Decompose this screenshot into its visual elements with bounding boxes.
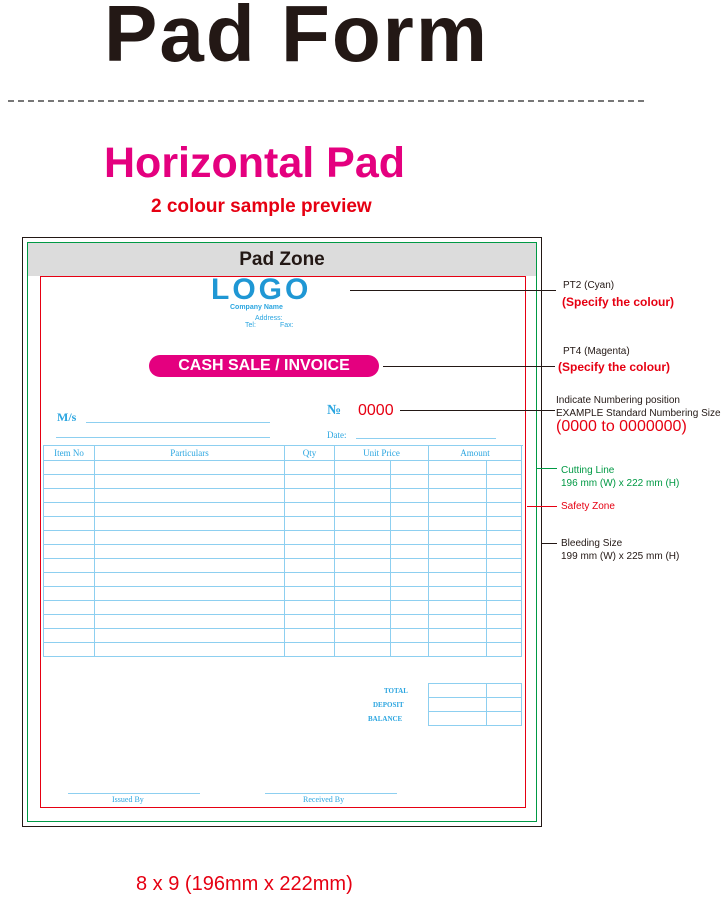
ms-line (86, 422, 270, 423)
numbering-leader-line (400, 410, 555, 411)
numbering-note-2: EXAMPLE Standard Numbering Size (556, 407, 721, 419)
table-cell (391, 573, 429, 587)
ms-label: M/s (57, 410, 77, 424)
balance-cell (487, 712, 522, 726)
table-cell (44, 517, 95, 531)
numbering-note-1: Indicate Numbering position (556, 395, 680, 406)
table-cell (95, 531, 285, 545)
table-cell (487, 545, 522, 559)
table-cell (429, 461, 487, 475)
total-row (429, 684, 522, 698)
date-line (356, 438, 496, 439)
table-cell (335, 531, 391, 545)
table-row (44, 503, 522, 517)
totals-block (428, 683, 522, 726)
table-cell (429, 573, 487, 587)
table-cell (429, 559, 487, 573)
table-cell (391, 531, 429, 545)
table-cell (44, 587, 95, 601)
table-cell (391, 503, 429, 517)
table-cell (487, 601, 522, 615)
size-caption: 8 x 9 (196mm x 222mm) (136, 873, 353, 895)
table-cell (335, 587, 391, 601)
table-cell (391, 489, 429, 503)
table-cell (429, 475, 487, 489)
table-cell (95, 461, 285, 475)
invoice-banner: CASH SALE / INVOICE (149, 355, 379, 377)
table-row (44, 615, 522, 629)
table-cell (44, 489, 95, 503)
totals-table (428, 683, 522, 726)
deposit-cell (487, 698, 522, 712)
table-cell (285, 629, 335, 643)
table-cell (487, 559, 522, 573)
table-cell (44, 601, 95, 615)
table-cell (429, 643, 487, 657)
column-header: Unit Price (335, 446, 429, 461)
table-cell (487, 643, 522, 657)
table-cell (285, 517, 335, 531)
table-cell (95, 615, 285, 629)
table-cell (487, 573, 522, 587)
preview-caption: 2 colour sample preview (151, 196, 372, 217)
table-cell (335, 475, 391, 489)
deposit-cell (429, 698, 487, 712)
bleeding-annotation (561, 538, 679, 563)
table-row (44, 461, 522, 475)
numbering-range: (0000 to 0000000) (556, 418, 687, 435)
table-cell (335, 503, 391, 517)
cutting-line-size: 196 mm (W) x 222 mm (H) (561, 477, 680, 489)
table-cell (391, 601, 429, 615)
table-row (44, 573, 522, 587)
table-cell (95, 601, 285, 615)
pt4-specify-note: (Specify the colour) (558, 360, 671, 374)
pt4-leader-line (383, 366, 555, 367)
received-by-label: Received By (303, 795, 345, 804)
table-cell (95, 503, 285, 517)
table-cell (391, 615, 429, 629)
date-label: Date: (327, 430, 347, 440)
pad-type-heading: Horizontal Pad (104, 139, 406, 187)
table-cell (44, 531, 95, 545)
table-cell (391, 545, 429, 559)
table-cell (487, 587, 522, 601)
table-cell (95, 643, 285, 657)
table-cell (44, 643, 95, 657)
table-row (44, 545, 522, 559)
table-cell (285, 475, 335, 489)
page-title: Pad Form (104, 0, 489, 78)
table-cell (335, 517, 391, 531)
table-cell (285, 601, 335, 615)
table-cell (95, 489, 285, 503)
table-cell (44, 545, 95, 559)
table-cell (285, 545, 335, 559)
table-cell (391, 587, 429, 601)
table-row (44, 587, 522, 601)
safety-leader-line (527, 506, 557, 507)
cutting-line-label: Cutting Line (561, 465, 615, 476)
table-cell (95, 517, 285, 531)
logo-placeholder: LOGO (211, 273, 312, 306)
table-cell (335, 489, 391, 503)
table-cell (429, 601, 487, 615)
table-cell (429, 531, 487, 545)
numbering-annotation (556, 395, 721, 420)
table-cell (285, 489, 335, 503)
cutting-line-annotation (561, 465, 679, 490)
table-cell (335, 615, 391, 629)
table-cell (285, 587, 335, 601)
table-cell (44, 573, 95, 587)
tel-label: Tel: (245, 322, 256, 329)
table-cell (44, 503, 95, 517)
deposit-row (429, 698, 522, 712)
table-header-row (44, 446, 522, 461)
total-label: TOTAL (384, 687, 408, 695)
number-value: 0000 (358, 402, 394, 419)
table-cell (429, 587, 487, 601)
table-cell (391, 643, 429, 657)
table-cell (95, 573, 285, 587)
table-cell (391, 517, 429, 531)
bleed-leader-line (542, 543, 557, 544)
cutting-leader-line (537, 468, 557, 469)
pt4-annotation: PT4 (Magenta) (563, 346, 630, 357)
table-cell (95, 629, 285, 643)
table-row (44, 531, 522, 545)
dashed-divider (8, 100, 644, 102)
bleeding-size-label: Bleeding Size (561, 538, 623, 549)
table-cell (44, 475, 95, 489)
table-cell (335, 461, 391, 475)
column-header: Item No (44, 446, 95, 461)
table-cell (487, 475, 522, 489)
table-row (44, 475, 522, 489)
column-header: Amount (429, 446, 522, 461)
column-header: Qty (285, 446, 335, 461)
table-cell (44, 461, 95, 475)
pad-zone-header: Pad Zone (28, 243, 536, 276)
table-cell (487, 517, 522, 531)
table-cell (391, 629, 429, 643)
table-cell (285, 503, 335, 517)
table-cell (391, 475, 429, 489)
table-row (44, 489, 522, 503)
table-cell (429, 489, 487, 503)
issued-by-line (68, 793, 200, 794)
items-table-wrap (43, 445, 522, 657)
table-cell (429, 615, 487, 629)
table-cell (335, 545, 391, 559)
table-cell (335, 629, 391, 643)
table-row (44, 601, 522, 615)
pt2-leader-line (350, 290, 556, 291)
table-cell (487, 629, 522, 643)
total-cell (487, 684, 522, 698)
table-cell (44, 629, 95, 643)
balance-label: BALANCE (368, 715, 403, 723)
table-cell (95, 475, 285, 489)
table-cell (391, 461, 429, 475)
table-cell (285, 461, 335, 475)
balance-row (429, 712, 522, 726)
deposit-label: DEPOSIT (373, 701, 404, 709)
table-cell (285, 615, 335, 629)
balance-cell (429, 712, 487, 726)
table-cell (44, 615, 95, 629)
table-cell (487, 503, 522, 517)
table-cell (44, 559, 95, 573)
table-cell (487, 461, 522, 475)
bleeding-size-dims: 199 mm (W) x 225 mm (H) (561, 550, 680, 562)
table-cell (429, 545, 487, 559)
table-cell (285, 643, 335, 657)
pt2-specify-note: (Specify the colour) (562, 295, 675, 309)
table-cell (487, 531, 522, 545)
table-row (44, 559, 522, 573)
table-cell (335, 643, 391, 657)
company-name: Company Name (230, 304, 283, 311)
received-by-line (265, 793, 397, 794)
issued-by-label: Issued By (112, 795, 144, 804)
table-cell (429, 629, 487, 643)
pt2-annotation: PT2 (Cyan) (563, 280, 615, 291)
address-label: Address: (255, 315, 283, 322)
table-cell (429, 517, 487, 531)
table-cell (335, 573, 391, 587)
table-cell (487, 489, 522, 503)
column-header: Particulars (95, 446, 285, 461)
table-cell (285, 573, 335, 587)
table-cell (429, 503, 487, 517)
table-row (44, 643, 522, 657)
number-label: № (327, 403, 342, 418)
safety-zone-label: Safety Zone (561, 501, 615, 512)
table-cell (95, 559, 285, 573)
total-cell (429, 684, 487, 698)
table-cell (487, 615, 522, 629)
ms-line (56, 437, 270, 438)
table-cell (285, 531, 335, 545)
table-cell (95, 545, 285, 559)
items-table (43, 445, 522, 657)
table-cell (285, 559, 335, 573)
fax-label: Fax: (280, 322, 294, 329)
table-cell (335, 559, 391, 573)
table-cell (391, 559, 429, 573)
table-row (44, 629, 522, 643)
table-row (44, 517, 522, 531)
table-cell (95, 587, 285, 601)
table-cell (335, 601, 391, 615)
